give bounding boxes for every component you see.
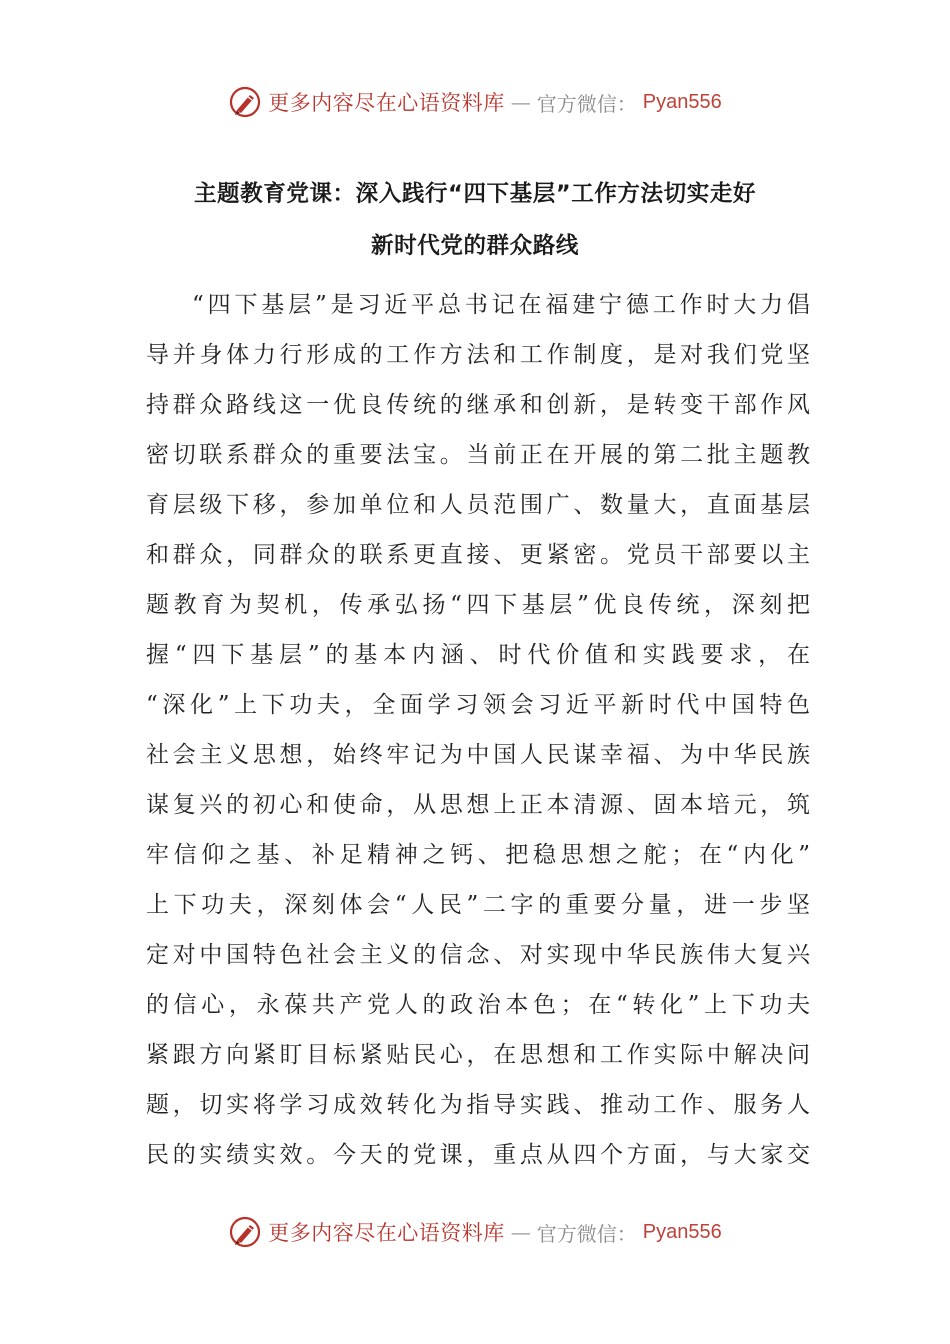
banner-wechat-label: 官方微信： xyxy=(536,91,637,116)
document-title-line-2: 新时代党的群众路线 xyxy=(371,233,579,259)
paragraph-line: 社会主义思想，始终牢记为中国人民谋幸福、为中华民族 xyxy=(146,742,810,768)
banner-brand-text: 更多内容尽在心语资料库 xyxy=(268,1221,505,1245)
document-title-line-1: 主题教育党课：深入践行“四下基层”工作方法切实走好 xyxy=(193,181,757,207)
paragraph-line: 上下功夫，深刻体会“人民”二字的重要分量，进一步坚 xyxy=(146,892,810,918)
paragraph-line: “深化”上下功夫，全面学习领会习近平新时代中国特色 xyxy=(146,692,810,718)
paragraph-line: 定对中国特色社会主义的信念、对实现中华民族伟大复兴 xyxy=(146,942,810,968)
paragraph-line: 持群众路线这一优良传统的继承和创新，是转变干部作风 xyxy=(146,392,810,418)
paragraph-line: 牢信仰之基、补足精神之钙、把稳思想之舵；在“内化” xyxy=(146,842,810,868)
paragraph-line: 题教育为契机，传承弘扬“四下基层”优良传统，深刻把 xyxy=(146,592,810,618)
paragraph-line: 谋复兴的初心和使命，从思想上正本清源、固本培元，筑 xyxy=(146,792,810,818)
banner-wechat-label: 官方微信： xyxy=(536,1221,637,1246)
pen-logo-icon xyxy=(228,1215,262,1249)
paragraph-line: “四下基层”是习近平总书记在福建宁德工作时大力倡 xyxy=(192,292,810,318)
pen-logo-icon xyxy=(228,85,262,119)
body-paragraph xyxy=(146,280,810,1180)
paragraph-line: 和群众，同群众的联系更直接、更紧密。党员干部要以主 xyxy=(146,542,810,568)
paragraph-line: 导并身体力行形成的工作方法和工作制度，是对我们党坚 xyxy=(146,342,810,368)
banner-wechat-id: Pyan556 xyxy=(642,90,722,113)
banner-brand-text: 更多内容尽在心语资料库 xyxy=(268,91,505,115)
paragraph-line: 握“四下基层”的基本内涵、时代价值和实践要求，在 xyxy=(146,642,810,668)
banner-dash: — xyxy=(510,90,531,114)
paragraph-line: 紧跟方向紧盯目标紧贴民心，在思想和工作实际中解决问 xyxy=(146,1042,810,1068)
header-watermark-banner xyxy=(0,82,950,122)
banner-wechat-id: Pyan556 xyxy=(642,1220,722,1243)
banner-dash: — xyxy=(510,1220,531,1244)
paragraph-line: 密切联系群众的重要法宝。当前正在开展的第二批主题教 xyxy=(146,442,810,468)
paragraph-line: 题，切实将学习成效转化为指导实践、推动工作、服务人 xyxy=(146,1092,810,1118)
paragraph-line: 民的实绩实效。今天的党课，重点从四个方面，与大家交 xyxy=(146,1142,810,1168)
footer-watermark-banner xyxy=(0,1212,950,1252)
paragraph-line: 育层级下移，参加单位和人员范围广、数量大，直面基层 xyxy=(146,492,810,518)
paragraph-line: 的信心，永葆共产党人的政治本色；在“转化”上下功夫 xyxy=(146,992,810,1018)
